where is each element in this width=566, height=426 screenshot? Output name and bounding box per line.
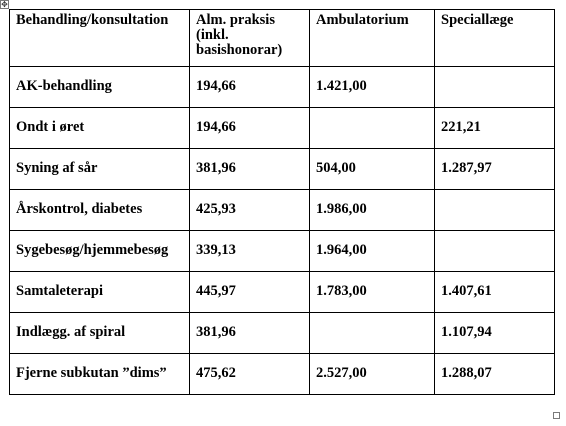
cell-treatment[interactable]: Syning af sår [10, 149, 190, 190]
table-row [10, 231, 555, 272]
header-speciallaege[interactable]: Speciallæge [435, 10, 555, 67]
cell-speciallaege[interactable]: 1.407,61 [435, 272, 555, 313]
table-row [10, 354, 555, 395]
cell-speciallaege[interactable] [435, 231, 555, 272]
header-ambulatorium[interactable]: Ambulatorium [310, 10, 435, 67]
table-row [10, 272, 555, 313]
cell-alm-praksis[interactable]: 445,97 [190, 272, 310, 313]
cell-alm-praksis[interactable]: 194,66 [190, 108, 310, 149]
cell-alm-praksis[interactable]: 339,13 [190, 231, 310, 272]
cell-speciallaege[interactable] [435, 190, 555, 231]
table-header-row [10, 10, 555, 67]
cell-ambulatorium[interactable]: 1.986,00 [310, 190, 435, 231]
cell-speciallaege[interactable]: 221,21 [435, 108, 555, 149]
table-row [10, 108, 555, 149]
cell-speciallaege[interactable] [435, 67, 555, 108]
cell-treatment[interactable]: Samtaleterapi [10, 272, 190, 313]
cell-speciallaege[interactable]: 1.288,07 [435, 354, 555, 395]
table-row [10, 190, 555, 231]
cell-alm-praksis[interactable]: 425,93 [190, 190, 310, 231]
cell-speciallaege[interactable]: 1.287,97 [435, 149, 555, 190]
table-move-handle-icon[interactable]: ✥ [1, 0, 8, 9]
cell-treatment[interactable]: Årskontrol, diabetes [10, 190, 190, 231]
cell-ambulatorium[interactable] [310, 108, 435, 149]
cell-treatment[interactable]: Indlægg. af spiral [10, 313, 190, 354]
table-row [10, 149, 555, 190]
cell-ambulatorium[interactable]: 1.783,00 [310, 272, 435, 313]
cell-treatment[interactable]: AK-behandling [10, 67, 190, 108]
cell-alm-praksis[interactable]: 475,62 [190, 354, 310, 395]
cell-ambulatorium[interactable]: 2.527,00 [310, 354, 435, 395]
cell-speciallaege[interactable]: 1.107,94 [435, 313, 555, 354]
header-alm-praksis[interactable]: Alm. praksis (inkl. basishonorar) [190, 10, 310, 67]
cell-ambulatorium[interactable]: 1.421,00 [310, 67, 435, 108]
cell-ambulatorium[interactable]: 504,00 [310, 149, 435, 190]
cell-treatment[interactable]: Sygebesøg/hjemmebesøg [10, 231, 190, 272]
table-row [10, 313, 555, 354]
table-row [10, 67, 555, 108]
cell-alm-praksis[interactable]: 381,96 [190, 149, 310, 190]
cell-alm-praksis[interactable]: 194,66 [190, 67, 310, 108]
table-resize-handle-icon[interactable] [553, 412, 560, 419]
header-behandling[interactable]: Behandling/konsultation [10, 10, 190, 67]
cell-ambulatorium[interactable] [310, 313, 435, 354]
cell-treatment[interactable]: Fjerne subkutan ”dims” [10, 354, 190, 395]
cell-alm-praksis[interactable]: 381,96 [190, 313, 310, 354]
cell-ambulatorium[interactable]: 1.964,00 [310, 231, 435, 272]
price-table [9, 9, 555, 395]
cell-treatment[interactable]: Ondt i øret [10, 108, 190, 149]
